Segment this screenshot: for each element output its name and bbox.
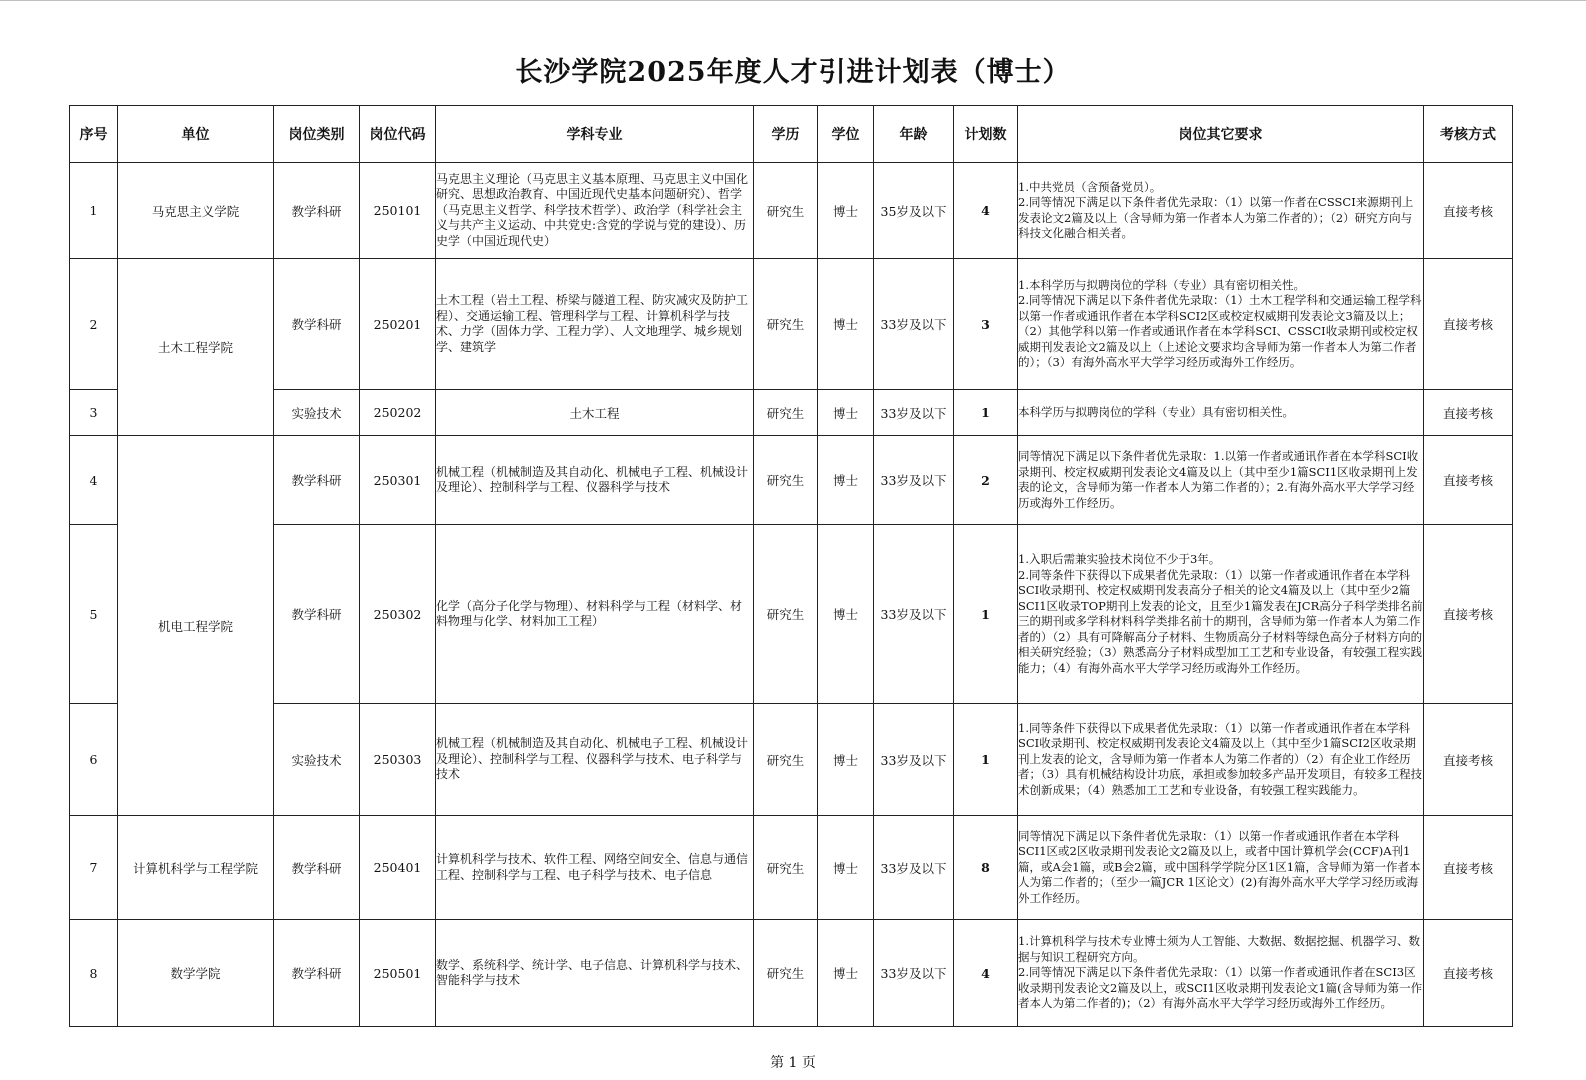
cell-category: 教学科研 bbox=[274, 525, 360, 704]
cell-category: 实验技术 bbox=[274, 390, 360, 436]
cell-code: 250501 bbox=[360, 920, 436, 1027]
header-major: 学科专业 bbox=[436, 106, 754, 163]
cell-unit: 土木工程学院 bbox=[118, 259, 274, 436]
cell-requirements: 1.中共党员（含预备党员）。 2.同等情况下满足以下条件者优先录取：（1）以第一作者在CSSCI来源期刊上发表论文2篇及以上（含导师为第一作者本人为第二作者的）；（2）研究方向与科技文化融合相关者。 bbox=[1018, 163, 1424, 259]
cell-code: 250303 bbox=[360, 704, 436, 816]
cell-age: 33岁及以下 bbox=[874, 390, 954, 436]
cell-code: 250302 bbox=[360, 525, 436, 704]
cell-education: 研究生 bbox=[754, 704, 818, 816]
cell-count: 8 bbox=[954, 816, 1018, 920]
cell-no: 6 bbox=[70, 704, 118, 816]
header-category: 岗位类别 bbox=[274, 106, 360, 163]
cell-degree: 博士 bbox=[818, 920, 874, 1027]
recruitment-plan-table bbox=[69, 105, 1513, 1027]
table-row bbox=[70, 436, 1513, 525]
cell-requirements: 1.同等条件下获得以下成果者优先录取：（1）以第一作者或通讯作者在本学科SCI收录期刊、校定权威期刊发表论文4篇及以上（其中至少1篇SCI2区收录期刊上发表的论文，含导师为第一作者本人为第二作者的）（2）有企业工作经历者；（3）具有机械结构设计功底，承担或参加较多产品开发项目，有较多工程技术创新成果；（4）熟悉加工工艺和专业设备，有较强工程实践能力。 bbox=[1018, 704, 1424, 816]
cell-code: 250301 bbox=[360, 436, 436, 525]
cell-category: 教学科研 bbox=[274, 259, 360, 390]
cell-major: 马克思主义理论（马克思主义基本原理、马克思主义中国化研究、思想政治教育、中国近现代史基本问题研究）、哲学（马克思主义哲学、科学技术哲学）、政治学（科学社会主义与共产主义运动、中共党史:含党的学说与党的建设）、历史学（中国近现代史） bbox=[436, 163, 754, 259]
cell-degree: 博士 bbox=[818, 704, 874, 816]
cell-age: 33岁及以下 bbox=[874, 920, 954, 1027]
cell-count: 4 bbox=[954, 920, 1018, 1027]
cell-degree: 博士 bbox=[818, 525, 874, 704]
cell-major: 土木工程 bbox=[436, 390, 754, 436]
table-row bbox=[70, 525, 1513, 704]
cell-exam: 直接考核 bbox=[1424, 390, 1513, 436]
cell-no: 8 bbox=[70, 920, 118, 1027]
top-border-line bbox=[0, 0, 1586, 1]
page-number: 第 1 页 bbox=[770, 1055, 816, 1071]
cell-education: 研究生 bbox=[754, 920, 818, 1027]
header-education: 学历 bbox=[754, 106, 818, 163]
header-age: 年龄 bbox=[874, 106, 954, 163]
cell-unit: 计算机科学与工程学院 bbox=[118, 816, 274, 920]
cell-no: 2 bbox=[70, 259, 118, 390]
cell-education: 研究生 bbox=[754, 163, 818, 259]
cell-category: 教学科研 bbox=[274, 920, 360, 1027]
cell-degree: 博士 bbox=[818, 816, 874, 920]
cell-exam: 直接考核 bbox=[1424, 436, 1513, 525]
cell-category: 实验技术 bbox=[274, 704, 360, 816]
cell-education: 研究生 bbox=[754, 436, 818, 525]
cell-no: 5 bbox=[70, 525, 118, 704]
table-row bbox=[70, 816, 1513, 920]
cell-no: 4 bbox=[70, 436, 118, 525]
cell-code: 250201 bbox=[360, 259, 436, 390]
cell-requirements: 同等情况下满足以下条件者优先录取：1.以第一作者或通讯作者在本学科SCI收录期刊、校定权威期刊发表论文4篇及以上（其中至少1篇SCI1区收录期刊上发表的论文，含导师为第一作者本人为第二作者的）；2.有海外高水平大学学习经历或海外工作经历。 bbox=[1018, 436, 1424, 525]
cell-count: 1 bbox=[954, 704, 1018, 816]
cell-category: 教学科研 bbox=[274, 163, 360, 259]
header-count: 计划数 bbox=[954, 106, 1018, 163]
cell-count: 1 bbox=[954, 390, 1018, 436]
cell-degree: 博士 bbox=[818, 259, 874, 390]
cell-requirements: 1.入职后需兼实验技术岗位不少于3年。 2.同等条件下获得以下成果者优先录取：（1）以第一作者或通讯作者在本学科SCI收录期刊、校定权威期刊发表高分子相关的论文4篇及以上（其中至少2篇SCI1区收录TOP期刊上发表的论文，且至少1篇发表在JCR高分子科学类排名前三的期刊或多学科材料科学类排名前十的期刊，含导师为第一作者本人为第二作者的）（2）具有可降解高分子材料、生物质高分子材料等绿色高分子材料方向的相关研究经验；（3）熟悉高分子材料成型加工工艺和专业设备，有较强工程实践能力；（4）有海外高水平大学学习经历或海外工作经历。 bbox=[1018, 525, 1424, 704]
cell-exam: 直接考核 bbox=[1424, 704, 1513, 816]
cell-unit: 机电工程学院 bbox=[118, 436, 274, 816]
table-row bbox=[70, 390, 1513, 436]
cell-no: 7 bbox=[70, 816, 118, 920]
cell-exam: 直接考核 bbox=[1424, 259, 1513, 390]
header-code: 岗位代码 bbox=[360, 106, 436, 163]
table-row bbox=[70, 163, 1513, 259]
cell-code: 250202 bbox=[360, 390, 436, 436]
cell-exam: 直接考核 bbox=[1424, 816, 1513, 920]
cell-no: 3 bbox=[70, 390, 118, 436]
cell-age: 33岁及以下 bbox=[874, 525, 954, 704]
cell-count: 4 bbox=[954, 163, 1018, 259]
cell-category: 教学科研 bbox=[274, 816, 360, 920]
cell-unit: 数学学院 bbox=[118, 920, 274, 1027]
cell-no: 1 bbox=[70, 163, 118, 259]
cell-major: 机械工程（机械制造及其自动化、机械电子工程、机械设计及理论）、控制科学与工程、仪器科学与技术 bbox=[436, 436, 754, 525]
cell-exam: 直接考核 bbox=[1424, 525, 1513, 704]
cell-unit: 马克思主义学院 bbox=[118, 163, 274, 259]
cell-degree: 博士 bbox=[818, 390, 874, 436]
header-exam: 考核方式 bbox=[1424, 106, 1513, 163]
cell-age: 33岁及以下 bbox=[874, 816, 954, 920]
cell-education: 研究生 bbox=[754, 525, 818, 704]
header-no: 序号 bbox=[70, 106, 118, 163]
table-row bbox=[70, 920, 1513, 1027]
cell-exam: 直接考核 bbox=[1424, 920, 1513, 1027]
cell-major: 土木工程（岩土工程、桥梁与隧道工程、防灾减灾及防护工程）、交通运输工程、管理科学与工程、计算机科学与技术、力学（固体力学、工程力学）、人文地理学、城乡规划学、建筑学 bbox=[436, 259, 754, 390]
cell-major: 计算机科学与技术、软件工程、网络空间安全、信息与通信工程、控制科学与工程、电子科学与技术、电子信息 bbox=[436, 816, 754, 920]
page-title: 长沙学院2025年度人才引进计划表（博士） bbox=[515, 57, 1071, 88]
cell-major: 数学、系统科学、统计学、电子信息、计算机科学与技术、智能科学与技术 bbox=[436, 920, 754, 1027]
header-unit: 单位 bbox=[118, 106, 274, 163]
cell-age: 33岁及以下 bbox=[874, 704, 954, 816]
cell-education: 研究生 bbox=[754, 259, 818, 390]
cell-degree: 博士 bbox=[818, 163, 874, 259]
cell-age: 33岁及以下 bbox=[874, 436, 954, 525]
cell-code: 250101 bbox=[360, 163, 436, 259]
cell-requirements: 1.本科学历与拟聘岗位的学科（专业）具有密切相关性。 2.同等情况下满足以下条件者优先录取：（1）土木工程学科和交通运输工程学科以第一作者或通讯作者在本学科SCI2区或校定权威期刊发表论文3篇及以上；（2）其他学科以第一作者或通讯作者在本学科SCI、CSSCI收录期刊或校定权威期刊发表论文2篇及以上（上述论文要求均含导师为第一作者本人为第二作者的）；（3）有海外高水平大学学习经历或海外工作经历。 bbox=[1018, 259, 1424, 390]
cell-age: 33岁及以下 bbox=[874, 259, 954, 390]
cell-degree: 博士 bbox=[818, 436, 874, 525]
cell-code: 250401 bbox=[360, 816, 436, 920]
cell-category: 教学科研 bbox=[274, 436, 360, 525]
cell-requirements: 1.计算机科学与技术专业博士须为人工智能、大数据、数据挖掘、机器学习、数据与知识工程研究方向。 2.同等情况下满足以下条件者优先录取：（1）以第一作者或通讯作者在SCI3区收录期刊发表论文2篇及以上，或SCI1区收录期刊发表论文1篇(含导师为第一作者本人为第二作者的)；（2）有海外高水平大学学习经历或海外工作经历。 bbox=[1018, 920, 1424, 1027]
cell-count: 3 bbox=[954, 259, 1018, 390]
cell-major: 机械工程（机械制造及其自动化、机械电子工程、机械设计及理论）、控制科学与工程、仪器科学与技术、电子科学与技术 bbox=[436, 704, 754, 816]
cell-exam: 直接考核 bbox=[1424, 163, 1513, 259]
header-requirements: 岗位其它要求 bbox=[1018, 106, 1424, 163]
header-row bbox=[70, 106, 1513, 163]
header-degree: 学位 bbox=[818, 106, 874, 163]
cell-major: 化学（高分子化学与物理）、材料科学与工程（材料学、材料物理与化学、材料加工工程） bbox=[436, 525, 754, 704]
cell-age: 35岁及以下 bbox=[874, 163, 954, 259]
cell-requirements: 本科学历与拟聘岗位的学科（专业）具有密切相关性。 bbox=[1018, 390, 1424, 436]
cell-count: 1 bbox=[954, 525, 1018, 704]
table-row bbox=[70, 259, 1513, 390]
table-row bbox=[70, 704, 1513, 816]
cell-requirements: 同等情况下满足以下条件者优先录取：（1）以第一作者或通讯作者在本学科SCI1区或2区收录期刊发表论文2篇及以上，或者中国计算机学会(CCF)A刊1篇，或A会1篇，或B会2篇，或中国科学学院分区1区1篇，含导师为第一作者本人为第二作者的；（至少一篇JCR 1区论文）(2)有海外高水平大学学习经历或海外工作经历。 bbox=[1018, 816, 1424, 920]
cell-education: 研究生 bbox=[754, 390, 818, 436]
cell-count: 2 bbox=[954, 436, 1018, 525]
cell-education: 研究生 bbox=[754, 816, 818, 920]
